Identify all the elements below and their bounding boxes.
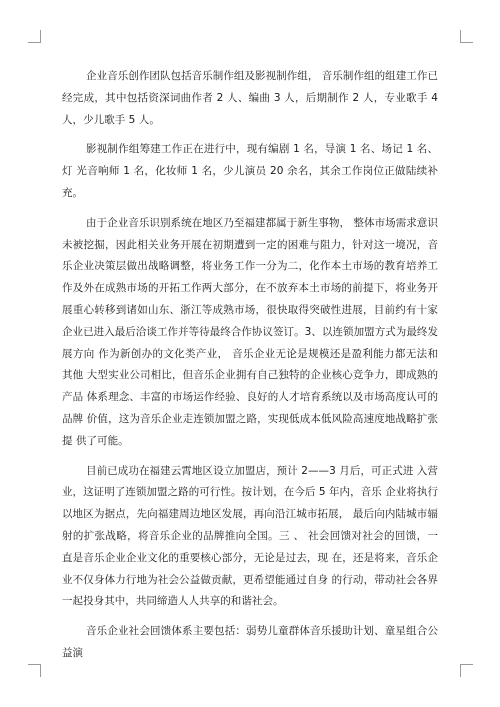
paragraph-music-team: 企业音乐创作团队包括音乐制作组及影视制作组， 音乐制作组的组建工作已 经完成，其中包括资深词曲作者 2 人、编曲 3 人，后期制作 2 人，专业歌手 4 人，少儿歌手 5 人。 — [62, 70, 438, 126]
page-corner-mark-bottom-left — [28, 664, 41, 677]
paragraph-film-team: 影视制作组筹建工作正在进行中，现有编剧 1 名，导演 1 名、场记 1 名、灯 光音响师 1 名，化妆师 1 名，少儿演员 20 余名，其余工作岗位正做陆续补充。 — [62, 143, 438, 199]
paragraph-social-feedback: 音乐企业社会回馈体系主要包括：弱势儿童群体音乐援助计划、童星组合公益演 — [62, 625, 438, 659]
page-corner-mark-top-right — [460, 30, 473, 43]
page-corner-mark-top-left — [28, 30, 41, 43]
page-corner-mark-bottom-right — [460, 664, 473, 677]
paragraph-market-strategy: 由于企业音乐识别系统在地区乃至福建都属于新生事物， 整体市场需求意识 未被挖掘，因此相关业务开展在初期遭到一定的困难与阻力，针对这一境况，音 乐企业决策层做出战略调整，将业务工作一分为二，化作本土市场的教育培养工 作及外在成熟市场的开拓工作两大部分，在不放弃本土市场的前提下，将业务开 展重心转移到诸如山东、浙江等成熟市场，很快取得突破性进展，目前约有十家 企业已进入最后洽谈工作并等待最终合作协议签订。3、以连锁加盟方式为最终发展方向 作为新创办的文化类产业， 音乐企业无论是规模还是盈利能力都无法和其他 大型实业公司相比，但音乐企业拥有自己独特的企业核心竞争力，即成熟的产品 体系理念、丰富的市场运作经验、良好的人才培育系统以及市场高度认可的品牌 价值，这为音乐企业走连锁加盟之路，实现低成本低风险高速度地战略扩张提 供了可能。 — [62, 216, 438, 447]
document-body — [62, 66, 438, 673]
paragraph-franchise-plan: 目前已成功在福建云霄地区设立加盟店，预计 2——3 月后，可正式进 入营业，这证明了连锁加盟之路的可行性。按计划，在今后 5 年内，音乐 企业将执行以地区为据点，先向福建周边地区发展，再向沿江城市拓展， 最后向内陆城市辐射的扩张战略，将音乐企业的品牌推向全国。三 、 社会回馈对社会的回馈，一直是音乐企业企业文化的重要核心部分，无论是过去，现 在，还是将来，音乐企业不仅身体力行地为社会公益做贡献，更希望能通过自身 的行动，带动社会各界一起投身其中，共同缔造人人共享的和谐社会。 — [62, 464, 438, 608]
